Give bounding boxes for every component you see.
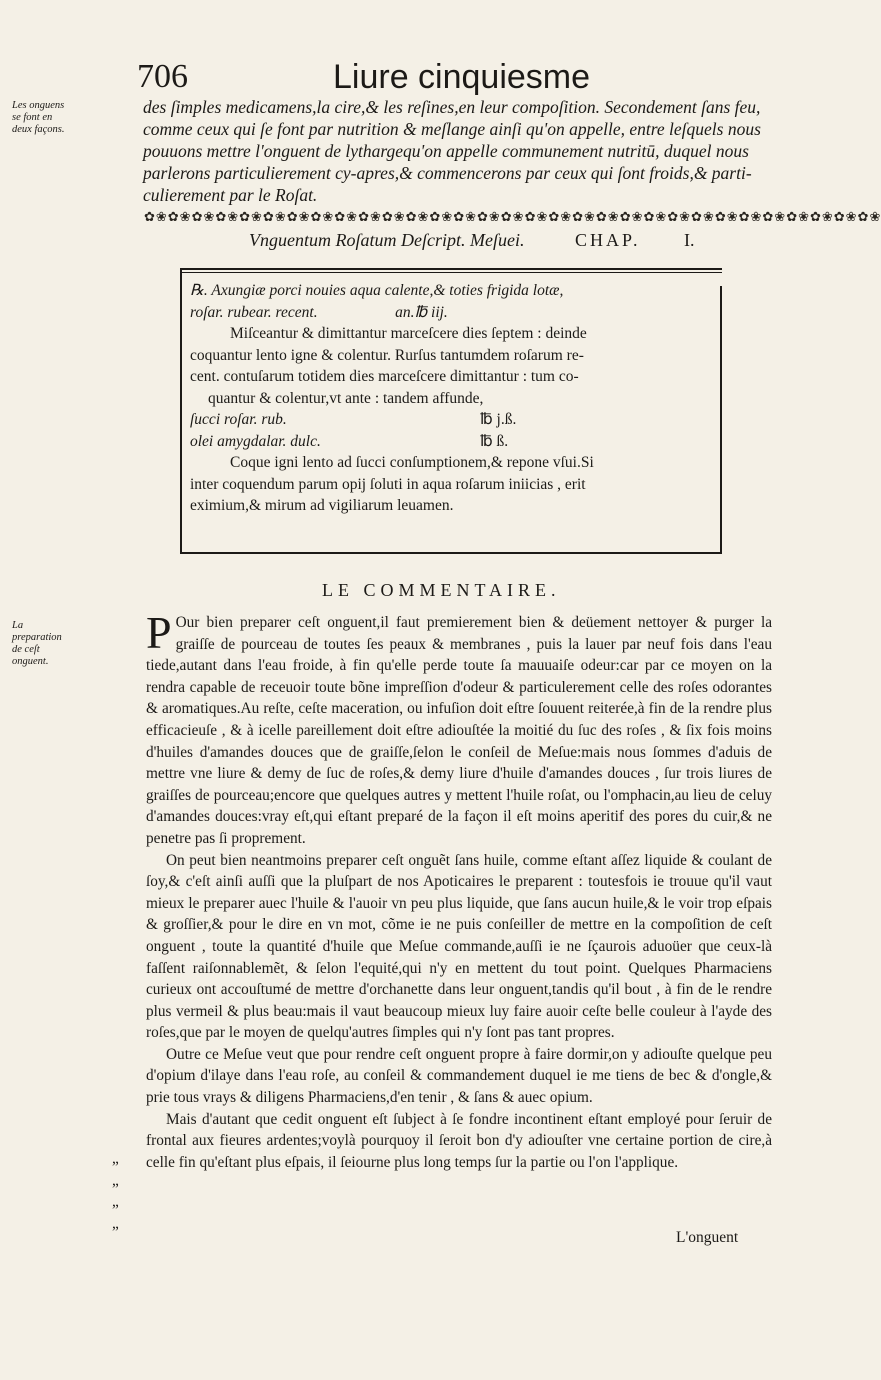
running-title: Liure cinquiesme [333, 58, 591, 96]
intro-line: des ſimples medicamens,la cire,& les reſines,en leur compoſition. Secondement ſans feu, [143, 97, 761, 117]
ornamental-rule: ✿❀✿❀✿❀✿❀✿❀✿❀✿❀✿❀✿❀✿❀✿❀✿❀✿❀✿❀✿❀✿❀✿❀✿❀✿❀✿❀✿❀✿❀✿❀✿❀✿❀✿❀✿❀✿❀✿❀✿❀✿❀ [144, 209, 881, 224]
ingredient-row [190, 409, 710, 431]
commentary-paragraph: Outre ce Meſue veut que pour rendre ceſt onguent propre à faire dormir,on y adiouſte quelque peu d'opium d'ilaye dans l'eau roſe, au conſeil & commandement duquel ie me tiens de bec & d'ongle,& prie tous vrays & diligens Pharmaciens,d'en tenir , & ſans & auec opium. [146, 1045, 772, 1107]
recipe-line: roſar. rubear. recent. an.℔ iij. [190, 303, 448, 321]
recipe-line: Miſceantur & dimittantur marceſcere dies ſeptem : deinde [230, 325, 587, 342]
recipe-line: Coque igni lento ad ſucci conſumptionem,& repone vſui.Si [230, 454, 594, 471]
intro-line: pouuons mettre l'onguent de lythargequ'on appelle communement nutritū, duquel nous [143, 141, 749, 161]
margin-note-preparation: La preparation de ceſt onguent. [12, 620, 62, 667]
recipe-heading: Vnguentum Roſatum Deſcript. Meſuei. [249, 230, 525, 250]
recipe-line: quantur & colentur,vt ante : tandem affunde, [208, 389, 484, 407]
drop-cap: P [146, 607, 172, 658]
commentary-paragraph: Mais d'autant que cedit onguent eſt ſubject à ſe fondre incontinent eſtant employé pour ſeruir de frontal aux fieures ardentes;voylà pourquoy il ſeroit bon d'y adiouſter vne certaine portion de cire,à celle fin qu'eſtant plus eſpais, il ſeiourne plus long temps ſur la partie ou l'on l'applique. [146, 1110, 772, 1171]
recipe-line: coquantur lento igne & colentur. Rurſus tantumdem roſarum re- [190, 346, 584, 364]
intro-line: culierement par le Roſat. [143, 185, 318, 205]
ingredient-name: ſucci roſar. rub. [190, 411, 287, 428]
commentary-body [146, 607, 772, 1173]
recipe-line: inter coquendum parum opij ſoluti in aqua roſarum iniicias , erit [190, 475, 586, 493]
ingredient-qty: ℔ j.ß. [480, 411, 517, 428]
recipe-line: eximium,& mirum ad vigiliarum leuamen. [190, 497, 454, 514]
ingredient-name: olei amygdalar. dulc. [190, 432, 321, 450]
quotation-marks: „ „ „ „ [112, 1150, 119, 1232]
intro-line: parlerons particulierement cy-apres,& commencerons par ceux qui ſont froids,& parti- [143, 163, 752, 183]
page-header [0, 58, 800, 98]
intro-text [143, 96, 771, 206]
commentary-paragraph [146, 607, 772, 850]
frame-right-rule [720, 286, 722, 554]
chapter-label: CHAP. [575, 230, 641, 250]
margin-note-onguens: Les onguens se font en deux façons. [12, 100, 65, 135]
recipe-line: ℞. Axungiæ porci nouies aqua calente,& toties frigida lotæ, [190, 282, 564, 299]
frame-left-rule [180, 268, 182, 554]
catchword: L'onguent [676, 1229, 739, 1246]
ingredient-row [190, 431, 710, 453]
chapter-number: I. [684, 230, 695, 250]
commentary-paragraph: On peut bien neantmoins preparer ceſt onguẽt ſans huile, comme eſtant aſſez liquide & coulant de ſoy,& c'eſt ainſi auſſi que la pluſpart de nos Apoticaires le preparent : toutesfois ie trouue qu'il vaut mieux le preparer auec l'huile & l'auoir vn peu plus liquide, que ſans aucun huile,& le voir trop eſpais & groſſier,& pour le dire en vn mot, cõme ie ne puis conſeiller de mettre en la compoſition de ceſt onguent , toute la quantité d'huile que Meſue commande,auſſi ie ne ſçaurois aduoüer que ceux-là faſſent raiſonnablemẽt, & ſelon l'equité,qui n'y en mettent du tout point. Quelques Pharmaciens curieux ont accouſtumé de mettre d'orchanette dans leur onguent,tandis qu'il bout , à fin de le rendre plus vermeil & plus beau:mais il vaut beaucoup mieux luy faire auoir ceſte belle couleur à l'ayde des roſes,que par le moyen de quelqu'autres ſimples qui n'y ſont pas tant propres. [146, 851, 772, 1042]
commentary-title: LE COMMENTAIRE. [322, 580, 561, 600]
intro-line: comme ceux qui ſe font par nutrition & meſlange ainſi qu'on appelle, entre leſquels nous [143, 119, 761, 139]
frame-top-rule-inner [180, 272, 722, 273]
ingredient-qty: ℔ ß. [480, 432, 509, 450]
recipe-line: cent. contuſarum totidem dies marceſcere dimittantur : tum co- [190, 368, 579, 385]
frame-top-rule [180, 268, 722, 270]
page-number: 706 [137, 58, 188, 95]
frame-bottom-rule [180, 552, 722, 554]
recipe-body [190, 280, 710, 517]
paragraph-text: Our bien preparer ceſt onguent,il faut premierement bien & deüement nettoyer & purger la graiſſe de pourceau de toutes ſes peaux & membranes , puis la lauer par neuf fois dans l'eau tiede,autant dans l'eau froide, à fin qu'elle perde toute ſa mauuaiſe odeur:car par ce moyen on la rendra capable de receuoir toute bõne impreſſion d'odeur & particulerement celle des roſes odorantes & aromatiques.Au reſte, ceſte maceration, ou infuſion doit eſtre ſouuent reiterée,à fin de la rendre plus efficacieuſe , & à icelle pareillement doit eſtre adiouſtée la moitié du ſuc des roſes , & ſix fois moins d'huiles d'amandes douces que de graiſſe,ſelon le conſeil de Meſue:mais nous ſommes d'aduis de mettre vne liure & demy de ſuc de roſes,& demy liure d'huile d'amandes douces , ſur trois liures de graiſſes de pourceau;encore que quelques autres y mettent l'huile roſat, ou l'omphacin,au lieu de celuy d'amandes douces:vray eſt,qui eſtant preparé de la façon il eſt moins aperitif des pores du cuir,& ne penetre pas ſi proprement. [146, 614, 772, 847]
